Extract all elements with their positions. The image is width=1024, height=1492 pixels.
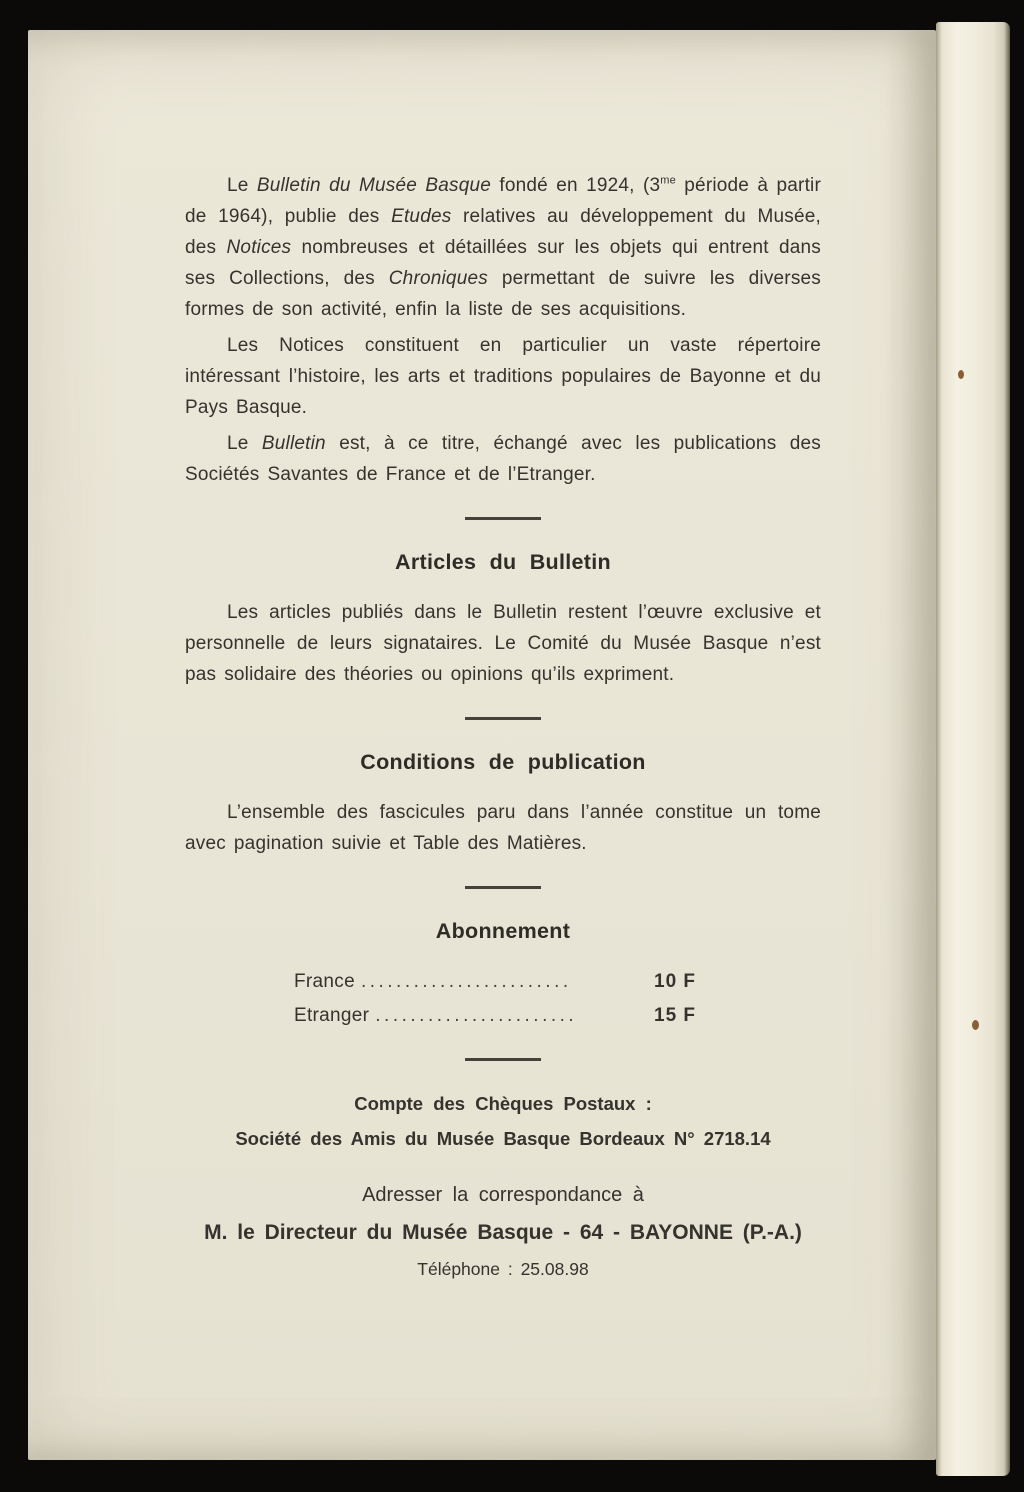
correspondence-address: M. le Directeur du Musée Basque - 64 - BAYONNE (P.-A.) <box>204 1221 802 1244</box>
paper-speck <box>958 370 964 379</box>
page-content <box>185 170 821 1285</box>
text-run: fondé en 1924, (3 <box>491 175 661 196</box>
conditions-heading: Conditions de publication <box>360 750 646 774</box>
subscription-row-etranger <box>294 1000 712 1031</box>
text-run: nombreuses et détaillées sur les objets qui entrent dans ses Collections, des <box>185 237 821 289</box>
intro-paragraph-3 <box>185 428 821 490</box>
section-divider-rule <box>465 1058 541 1061</box>
text-run: période à partir de 1964), publie des <box>185 175 821 227</box>
italic-bulletin: Bulletin <box>261 433 326 454</box>
articles-heading: Articles du Bulletin <box>395 550 611 574</box>
subscription-table <box>294 966 712 1031</box>
superscript-me: me <box>660 174 676 187</box>
text-run: relatives au développement du Musée, des <box>185 206 821 258</box>
subscription-price: 10 F <box>654 971 697 992</box>
text-run: est, à ce titre, échangé avec les publications des Sociétés Savantes de France et de l’Etranger. <box>185 433 821 485</box>
cheques-postaux-title: Compte des Chèques Postaux : <box>354 1093 652 1114</box>
paper-speck <box>972 1020 979 1030</box>
section-divider-rule <box>465 717 541 720</box>
italic-bulletin-title: Bulletin du Musée Basque <box>256 175 491 196</box>
scanned-page <box>28 30 936 1460</box>
intro-paragraph-1 <box>185 170 821 325</box>
cheques-postaux-account: Société des Amis du Musée Basque Bordeaux N° 2718.14 <box>235 1128 771 1149</box>
subscription-row-france <box>294 966 712 997</box>
section-divider-rule <box>465 517 541 520</box>
footer-block <box>185 1088 821 1285</box>
intro-paragraph-2: Les Notices constituent en particulier un vaste répertoire intéressant l’histoire, les arts et traditions populaires de Bayonne et du Pays Basque. <box>185 335 821 418</box>
section-divider-rule <box>465 886 541 889</box>
subscription-label: France <box>294 971 355 992</box>
articles-paragraph: Les articles publiés dans le Bulletin restent l’œuvre exclusive et personnelle de leurs signataires. Le Comité du Musée Basque n’est pas solidaire des théories ou opinions qu’ils expriment. <box>185 602 821 685</box>
dot-leader: ....................... <box>375 1005 578 1026</box>
text-run: Le <box>227 175 257 196</box>
subscription-price: 15 F <box>654 1005 697 1026</box>
italic-etudes: Etudes <box>391 206 452 227</box>
dot-leader: ........................ <box>360 971 572 992</box>
text-run: permettant de suivre les diverses formes de son activité, enfin la liste de ses acquisitions. <box>185 268 821 320</box>
book-fore-edge <box>936 22 1010 1476</box>
text-run: Le <box>227 433 262 454</box>
abonnement-heading: Abonnement <box>435 919 571 943</box>
italic-notices: Notices <box>226 237 292 258</box>
phone-number: Téléphone : 25.08.98 <box>417 1259 589 1279</box>
correspondence-intro: Adresser la correspondance à <box>362 1184 644 1206</box>
italic-chroniques: Chroniques <box>388 268 488 289</box>
subscription-label: Etranger <box>294 1005 370 1026</box>
conditions-paragraph: L’ensemble des fascicules paru dans l’année constitue un tome avec pagination suivie et Table des Matières. <box>185 802 821 854</box>
